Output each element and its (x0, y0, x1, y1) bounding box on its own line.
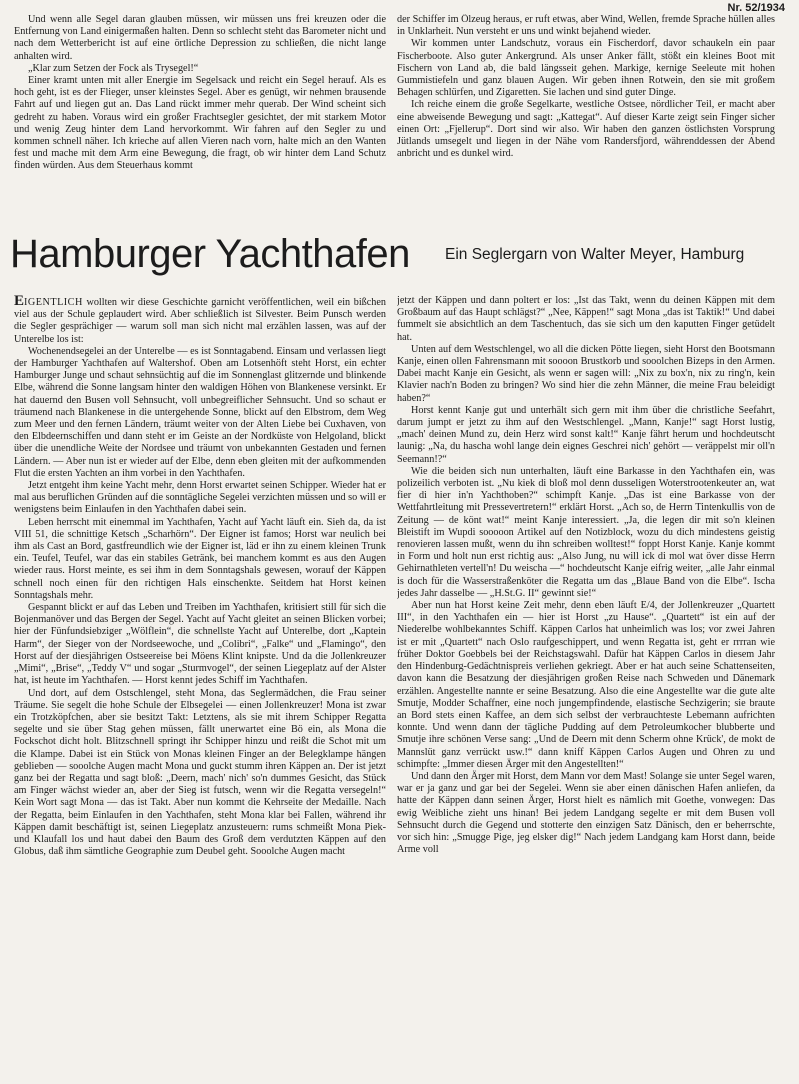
paragraph: Wie die beiden sich nun unterhalten, läuft eine Barkasse in den Yachthafen ein, was polizeilich verboten ist. „Nu kiek di bloß mol denn dusseligen Woterstrootenkeuter an, wat fier di hier in'n Yachthoben?“ schimpft Kanje. „Das ist eine Barkasse von der Wettfahrtleitung mit Pressevertretern!“ erklärt Horst. „Ach so, de Herrn Tintenkullis von de Zeitung — de könt wat!“ meint Kanje interessiert. „Ja, die legen dir mit so'n kleinen Bleistift im Wupdi sooooon Artikel auf den Notizblock, wozu du dich mindestens geistig renovieren lassen mußt, wenn du ihn schreiben wolltest!“ foppt Horst Kanje. Kanje kommt in Form und holt nun erst richtig aus: „Also Jung, nu will ick di mol wat över disse Herrn Gehirnathleten vertell'n! Du weischa —“ hochdeutscht Kanje eifrig weiter, „alle Jahr einmal is doch für die Wasserstraßenköter die Regatta um das „Blaue Band von die Elbe“. Ischa jedes Jahr dasselbe — „H.St.G. II“ gewinnt sie!“ (397, 465, 775, 599)
drop-cap: E (14, 295, 25, 309)
paragraph: Wochenendsegelei an der Unterelbe — es ist Sonntagabend. Einsam und verlassen liegt der Hamburger Yachthafen auf Waltershof. Oben am Lotsenhöft steht Horst, ein echter Hamburger Junge und schaut sehnsüchtig auf die im Sonnenglast glitzernde und blinkende Elbe, während die Sonne langsam hinter den waldigen Höhen von Blankenese versinkt. Er hat dauernd den Busen voll Sehnsucht, voll unbegreiflicher Sehnsucht. Und so schaut er träumend nach Blankenese in die untergehende Sonne, blickt auf den Elbstrom, dem Weg zum Meer und den fernen Ländern, träumt weiter von der Alten Liebe bei Cuxhaven, von den Elbdeernschiffen und dann steht er im Geiste an der Nordküste von Helgoland, blickt über die unendliche Weite der Nordsee und träumt von unbekannten Gestaden und fernen Ländern. — Aber nun ist er wieder auf der Elbe, denn eben gleiten mit der aufkommenden Flut die ersten Yachten an ihm vorbei in den Yachthafen. (14, 345, 386, 479)
paragraph: Einer kramt unten mit aller Energie im Segelsack und reicht ein Segel herauf. Als es hoch geht, ist es der Flieger, unser kleinstes Segel. Aber es genügt, wir nehmen brausende Fahrt auf und liegen gut an. Das Land rückt immer mehr querab. Der Wind scheint sich gedreht zu haben. Voraus wird ein großer Frachtsegler gesichtet, der mit starkem Motor und wenig Zeug hinter dem Land hervorkommt. Wir fahren auf den Segler zu und kommen schnell näher. Ich krieche auf allen Vieren nach vorn, halte mich an den Wanten fest und mache mit dem Arm eine Bewegung, die fragt, ob wir hinter dem Land Schutz finden würden. Aus dem Steuerhaus kommt (14, 75, 386, 172)
story-column-right (397, 295, 775, 1078)
story-column-left (14, 295, 386, 1078)
paragraph: Und dort, auf dem Ostschlengel, steht Mona, das Seglermädchen, die Frau seiner Träume. Sie segelt die hohe Schule der Elbsegelei — einen Jollenkreuzer! Mona ist zwar ein Trotzköpfchen, aber sie besitzt Takt: Letztens, als sie mit ihrem Schipper Regatta segelte und sie über Stag gehen müssen, fällt unerwartet eine Bö ein, als Mona die Fockschot dicht holt. Blitzschnell springt ihr Schipper hinzu und reißt die Schot mit um die Klampe. Dabei ist ein Stück von Monas kleinen Finger an der Belegklampe hängen geblieben — sooolche Augen macht Mona und guckt stumm ihren Käppen an. Der ist jetzt ganz bei der Regatta und sagt bloß: „Deern, mach' nich' so'n dummes Gesicht, das Stück am Finger wächst wieder an, aber der Sieg ist futsch, wenn wir die Regatta versegeln!“ Kein Wort sagt Mona — das ist Takt. Aber nun kommt die Kehrseite der Medaille. Nach der Regatta, beim Einlaufen in den Yachthafen, steht Mona klar bei Fallen, während ihr Käppen damit beschäftigt ist, seinen Liegeplatz anzusteuern: rums schmeißt Mona Piek- und Klaufall los und haut dabei den Baum des Groß dem verdutzten Käppen auf den Globus, daß ihm sämtliche Geographie zum Deubel geht. Sooolche Augen macht (14, 687, 386, 858)
lead-paragraph (14, 295, 386, 346)
paragraph: Wir kommen unter Landschutz, voraus ein Fischerdorf, davor schaukeln ein paar Fischerboote. Also guter Ankergrund. Als unser Anker fällt, stößt ein kleines Boot mit Fischern von Land ab, die bald längsseit gehen. Markige, kernige Seeleute mit hohen Gummistiefeln und ganz blauen Augen. Wir geben ihnen Rotwein, den sie mit großem Behagen schlürfen, und Zigaretten. Sie lachen und sind guter Dinge. (397, 38, 775, 99)
lead-text: wollten wir diese Geschichte garnicht veröffentlichen, weil ein bißchen viel aus der Schule geplaudert wird. Aber schließlich ist Silvester. Beim Punsch werden die Segler gesprächiger — warum soll man sich nicht mal erzählen lassen, was auf der Unterelbe los ist: (14, 297, 386, 345)
article-byline: Ein Seglergarn von Walter Meyer, Hamburg (445, 246, 745, 263)
paragraph: Aber nun hat Horst keine Zeit mehr, denn eben läuft E/4, der Jollenkreuzer „Quartett III“, in den Yachthafen ein — hier ist Horst „zu Hause“. „Quartett“ ist ein auf der Niederelbe wohlbekanntes Schiff. Käppen Carlos hat unheimlich was los; vor zwei Jahren ist er mit „Quartett“ nach Oslo raufgeschippert, und wenn Regatta ist, geht er rrrran wie früher Doktor Goebbels bei der Reichstagswahl. Dafür hat Käppen Carlos in diesem Jahr den Hindenburg-Gedächtnispreis verliehen gekriegt. Aber er hat auch seine Schattenseiten, davon kann die Besatzung der diesjährigen großen Reise nach Schweden und Dänemark erzählen. Angestellte nannte er seine Besatzung. Also die eine Angestellte war die gute alte Smutje, Modder Schaffner, eine noch jungempfindende, elastische Sechzigerin; sie braute an Bord stets einen Kaffee, an dem sich selbst der verbrauchteste Lebemann aufrichten konnte. Und wenn dann der tägliche Pudding auf dem Petroleumkocher blubberte und Smutje ihre schönen Verse sang: „Und de Deern mit denn Scherm ohne Krück', de mokt de Mannslüt ganz verrückt usw.!“ dann kniff Käppen Carlos Augen und Ohren zu und schimpfte: „Immer diesen Ärger mit den Angestellten!“ (397, 600, 775, 770)
paragraph: der Schiffer im Ölzeug heraus, er ruft etwas, aber Wind, Wellen, fremde Sprache hüllen alles in Unklarheit. Nun versteht er uns und winkt bejahend wieder. (397, 14, 775, 38)
paragraph: jetzt der Käppen und dann poltert er los: „Ist das Takt, wenn du deinen Käppen mit dem Großbaum auf das Haupt schlägst?“ „Nee, Käppen!“ sagt Mona „das ist Taktik!“ Und dabei fummelt sie absichtlich an dem Taschentuch, das sie sich um den kaputten Finger getüdelt hat. (397, 295, 775, 343)
paragraph: Und dann den Ärger mit Horst, dem Mann vor dem Mast! Solange sie unter Segel waren, war er ja ganz und gar bei der Segelei. Wenn sie aber einen dänischen Hafen anliefen, da hatte der Käppen dann seinen Ärger, Horst hielt es nämlich mit Goethe, vonwegen: Das ewig Weibliche zieht uns hinan! Bei jedem Landgang segelte er mit dem Busen voll Sehnsucht durch die Gegend und stotterte den einzigen Satz Dänisch, den er beherrschte, vor sich hin: „Smugge Pige, jeg elsker dig!“ Nach jedem Landgang kam Horst dann, beide Arme voll (397, 770, 775, 856)
paragraph: Und wenn alle Segel daran glauben müssen, wir müssen uns frei kreuzen oder die Entfernung von Land einigermaßen halten. Denn so schlecht steht das Barometer nicht und nach dem Wetterbericht ist auf eine örtliche Depression zu schließen, die nicht lange anhalten wird. (14, 14, 386, 62)
article-title: Hamburger Yachthafen (10, 232, 410, 276)
previous-article-column-right (397, 14, 775, 219)
paragraph: Leben herrscht mit einemmal im Yachthafen, Yacht auf Yacht läuft ein. Sieh da, da ist VIII 51, die schnittige Ketsch „Scharhörn“. Der Eigner ist famos; Horst war neulich bei ihm als Cast an Bord, gastfreundlich wie der Eigner ist, läd er ihn zu einem kleinen Trunk ein. Teufel, Teufel, war das ein stabiles Getränk, bei manchem kommt es aus den Augen wieder raus. Horst meinte, es sei ihm in dem Sonntagshals gewesen, worauf der Käppen schnell noch einen für den richtigen Hals einschenkte. Seitdem hat Horst keinen Sonntagshals mehr. (14, 516, 386, 601)
lead-caps: IGENTLICH (24, 297, 83, 308)
paragraph: „Klar zum Setzen der Fock als Trysegel!“ (28, 62, 199, 74)
previous-article-column-left (14, 14, 386, 219)
paragraph: Jetzt entgeht ihm keine Yacht mehr, denn Horst erwartet seinen Schipper. Wieder hat er mal aus beruflichen Gründen auf die sonntägliche Segelei verzichten müssen und so will er wenigstens beim Einlaufen in den Yachthafen dabei sein. (14, 480, 386, 516)
paragraph: Horst kennt Kanje gut und unterhält sich gern mit ihm über die christliche Seefahrt, darum jumpt er jetzt zu ihm auf den Westschlengel. „Mann, Kanje!“ sagt Horst lustig, „mach' deinen Mund zu, dein Herz wird sonst kalt!“ Kanje fährt herum und hochdeutscht launig: „Na, du hascha wohl lange dein eignes Geschrei nich' gehört — veräppelst mir oll'n Seemann!?“ (397, 404, 775, 465)
paragraph: Unten auf dem Westschlengel, wo all die dicken Pötte liegen, sieht Horst den Bootsmann Kanje, einen ollen Fahrensmann mit soooon Brustkorb und sooolchen Bizeps in den Armen. Dabei macht Kanje ein Gesicht, als wenn er sagen will: „Nix zu box'n, nix zu ring'n, kein Klavier nach'n Boden zu bringen? Wo sind hier die zehn Männer, die meine Frau beleidigt haben?“ (397, 343, 775, 404)
paragraph: Ich reiche einem die große Segelkarte, westliche Ostsee, nördlicher Teil, er macht aber eine abweisende Bewegung und sagt: „Kattegat“. Auf dieser Karte zeigt sein Finger sicher einen Ort: „Fjellerup“. Dort sind wir also. Wir haben den ganzen östlichsten Vorsprung Jütlands umsegelt und liegen in der Nähe vom Randersfjord, währenddessen der Abend anbricht und es dunkel wird. (397, 99, 775, 160)
paragraph: Gespannt blickt er auf das Leben und Treiben im Yachthafen, kritisiert still für sich die Bojenmanöver und das Bergen der Segel. Yacht auf Yacht gleitet an seinen Blicken vorbei; hier der Fünfundsiebziger „Wölflein“, die schnellste Yacht auf Unterelbe, dort „Kaptein Harm“, der Sieger von der Nordseewoche, und „Colibri“, „Falke“ und „Flamingo“, den Horst auf der diesjährigen Ostseereise bei Möens Klint knipste. Und da die Jollenkreuzer „Mimi“, „Brise“, „Teddy V“ und sogar „Sturmvogel“, der seinen Liegeplatz auf der Alster hat, ist heute im Yachthafen. — Horst kennt jedes Schiff im Yachthafen. (14, 602, 386, 687)
issue-number: Nr. 52/1934 (727, 2, 785, 14)
